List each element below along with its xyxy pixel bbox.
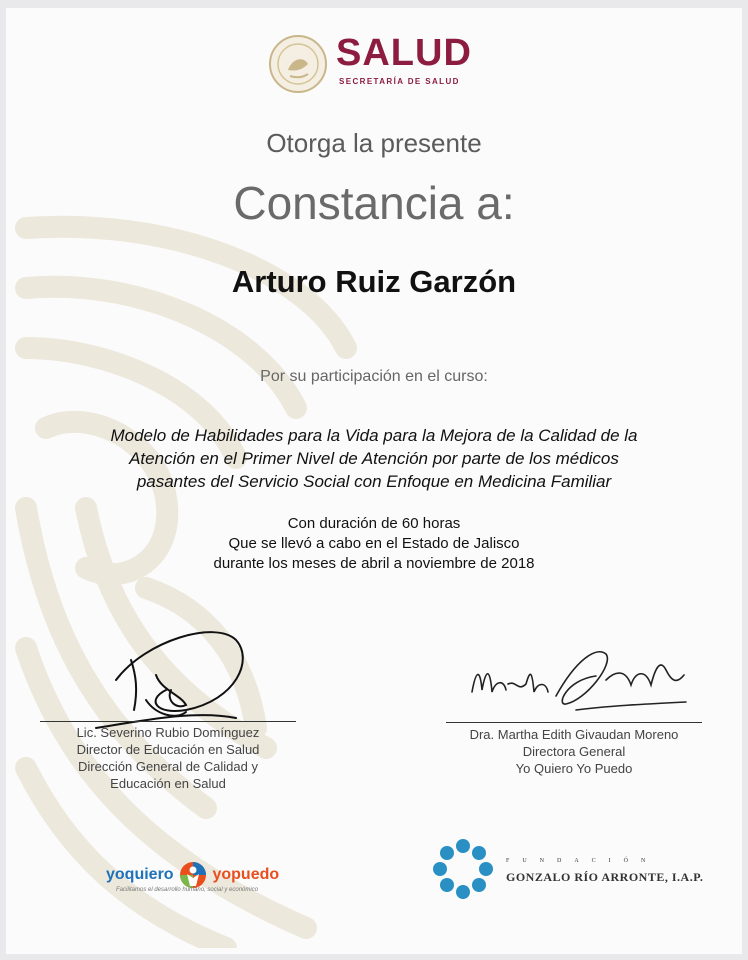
constancia-title: Constancia a:: [233, 177, 515, 229]
signature-right: [456, 640, 696, 720]
course-details: [6, 514, 742, 574]
background-watermark: [6, 208, 366, 948]
recipient-name: Arturo Ruiz Garzón: [231, 264, 517, 299]
signatory-right: [446, 726, 702, 777]
signatory-right-role: Directora General: [522, 744, 626, 759]
signatory-left-dept: Dirección General de Calidad y: [78, 759, 258, 774]
signature-left: [86, 620, 256, 730]
signatory-left: [40, 724, 296, 792]
signatory-right-org: Yo Quiero Yo Puedo: [515, 761, 633, 776]
course-line: Atención en el Primer Nivel de Atención por parte de los médicos: [129, 449, 619, 468]
signatory-left-role: Director de Educación en Salud: [76, 742, 260, 757]
coat-of-arms-seal-icon: [268, 34, 328, 94]
signature-line-right: [446, 722, 702, 723]
salud-brand: SALUD: [336, 32, 472, 74]
fundacion-label: FUNDACIÓN: [506, 858, 659, 864]
signature-line-left: [40, 721, 296, 722]
yoquiero-tagline: Facilitamos el desarrollo humano, social y económico: [116, 887, 259, 893]
course-line: pasantes del Servicio Social con Enfoque en Medicina Familiar: [136, 472, 612, 491]
period-text: durante los meses de abril a noviembre de 2018: [213, 555, 535, 572]
course-intro: Por su participación en el curso:: [260, 368, 488, 385]
yoquiero-figure-icon: [178, 860, 208, 890]
course-line: Modelo de Habilidades para la Vida para la Mejora de la Calidad de la: [110, 426, 638, 445]
signatory-left-dept-2: Educación en Salud: [110, 776, 226, 791]
signatory-right-name: Dra. Martha Edith Givaudan Moreno: [469, 727, 679, 742]
secretaria-subtitle: SECRETARÍA DE SALUD: [339, 77, 460, 86]
course-title: [46, 424, 702, 493]
yoquiero-logo: [106, 860, 279, 890]
location-text: Que se llevó a cabo en el Estado de Jalisco: [228, 535, 520, 552]
otorga-heading: Otorga la presente: [266, 128, 482, 158]
yoquiero-text: yoquiero: [106, 866, 174, 884]
signatory-left-name: Lic. Severino Rubio Domínguez: [76, 725, 260, 740]
fundacion-logo-icon: [432, 838, 494, 900]
duration-text: Con duración de 60 horas: [287, 515, 461, 532]
certificate-page: [6, 8, 742, 954]
yopuedo-text: yopuedo: [212, 866, 280, 884]
fundacion-name: GONZALO RÍO ARRONTE, I.A.P.: [506, 870, 704, 884]
